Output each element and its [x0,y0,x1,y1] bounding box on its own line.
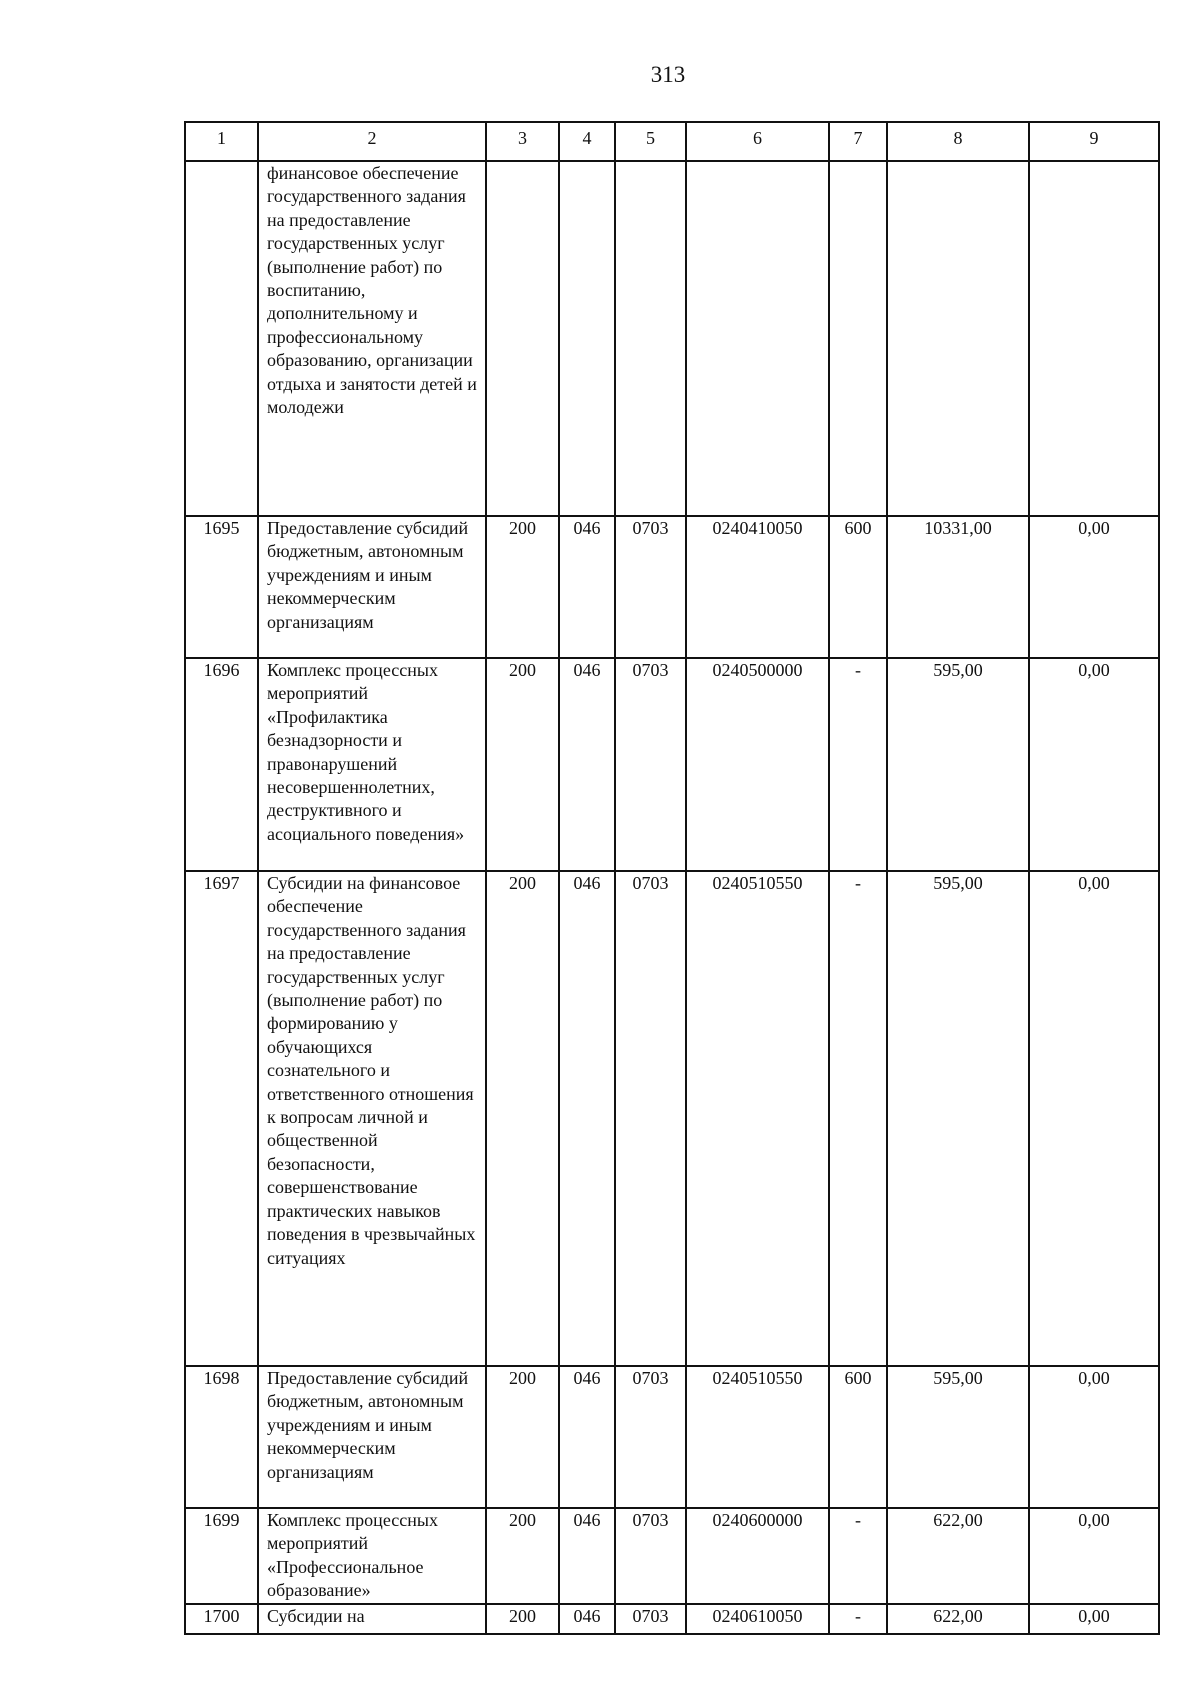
row-col-4: 046 [559,1604,615,1634]
row-number: 1699 [185,1508,258,1604]
column-header-2: 2 [258,122,486,161]
row-col-5: 0703 [615,1508,686,1604]
row-col-7: - [829,1508,887,1604]
row-col-6: 0240500000 [686,658,829,871]
continuation-cell-3 [486,161,559,516]
continuation-cell-5 [615,161,686,516]
column-header-6: 6 [686,122,829,161]
budget-table [184,121,1160,1635]
row-col-7: 600 [829,516,887,658]
row-col-4: 046 [559,658,615,871]
row-name: Субсидии на финансовое обеспечение государственного задания на предоставление государственных услуг (выполнение работ) по формированию у обучающихся сознательного и ответственного отношения к вопросам личной и общественной безопасности, совершенствование практических навыков поведения в чрезвычайных ситуациях [258,871,486,1366]
column-header-1: 1 [185,122,258,161]
row-col-6: 0240610050 [686,1604,829,1634]
table-row [185,1366,1159,1508]
row-col-6: 0240410050 [686,516,829,658]
row-col-3: 200 [486,871,559,1366]
table-row [185,1508,1159,1604]
row-name: Предоставление субсидий бюджетным, автономным учреждениям и иным некоммерческим организациям [258,1366,486,1508]
row-col-3: 200 [486,1366,559,1508]
row-col-6: 0240510550 [686,1366,829,1508]
row-col-5: 0703 [615,658,686,871]
continuation-cell-6 [686,161,829,516]
row-col-5: 0703 [615,1604,686,1634]
continuation-cell-8 [887,161,1029,516]
row-col-9: 0,00 [1029,1508,1159,1604]
row-col-4: 046 [559,871,615,1366]
column-header-5: 5 [615,122,686,161]
column-header-4: 4 [559,122,615,161]
row-col-6: 0240600000 [686,1508,829,1604]
row-col-8: 595,00 [887,871,1029,1366]
continuation-cell-1 [185,161,258,516]
row-col-4: 046 [559,516,615,658]
row-number: 1697 [185,871,258,1366]
row-number: 1700 [185,1604,258,1634]
row-col-8: 10331,00 [887,516,1029,658]
row-col-9: 0,00 [1029,1366,1159,1508]
row-col-5: 0703 [615,1366,686,1508]
row-col-9: 0,00 [1029,871,1159,1366]
row-col-8: 622,00 [887,1508,1029,1604]
header-row [185,122,1159,161]
row-col-8: 595,00 [887,1366,1029,1508]
row-number: 1698 [185,1366,258,1508]
row-col-3: 200 [486,658,559,871]
page-number: 313 [650,62,686,87]
row-col-3: 200 [486,1508,559,1604]
row-col-7: - [829,871,887,1366]
column-header-9: 9 [1029,122,1159,161]
row-col-8: 595,00 [887,658,1029,871]
row-col-9: 0,00 [1029,1604,1159,1634]
row-name: Комплекс процессных мероприятий «Профилактика безнадзорности и правонарушений несовершеннолетних, деструктивного и асоциального поведения» [258,658,486,871]
row-name: Комплекс процессных мероприятий «Профессиональное образование» [258,1508,486,1604]
row-name: Предоставление субсидий бюджетным, автономным учреждениям и иным некоммерческим организациям [258,516,486,658]
row-col-4: 046 [559,1508,615,1604]
table-row [185,1604,1159,1634]
continuation-cell-9 [1029,161,1159,516]
table-row [185,658,1159,871]
table-header [185,122,1159,161]
row-col-9: 0,00 [1029,658,1159,871]
row-col-7: - [829,1604,887,1634]
row-col-5: 0703 [615,516,686,658]
row-col-3: 200 [486,1604,559,1634]
row-number: 1695 [185,516,258,658]
column-header-7: 7 [829,122,887,161]
table-row [185,516,1159,658]
continuation-cell-4 [559,161,615,516]
row-col-8: 622,00 [887,1604,1029,1634]
row-col-9: 0,00 [1029,516,1159,658]
continuation-text: финансовое обеспечение государственного задания на предоставление государственных услуг (выполнение работ) по воспитанию, дополнительному и профессиональному образованию, организации отдыха и занятости детей и молодежи [258,161,486,516]
row-number: 1696 [185,658,258,871]
row-col-5: 0703 [615,871,686,1366]
table-body [185,161,1159,1634]
row-col-3: 200 [486,516,559,658]
row-col-6: 0240510550 [686,871,829,1366]
column-header-8: 8 [887,122,1029,161]
row-col-4: 046 [559,1366,615,1508]
row-col-7: - [829,658,887,871]
continuation-row [185,161,1159,516]
column-header-3: 3 [486,122,559,161]
table-row [185,871,1159,1366]
continuation-cell-7 [829,161,887,516]
row-name: Субсидии на [258,1604,486,1634]
row-col-7: 600 [829,1366,887,1508]
